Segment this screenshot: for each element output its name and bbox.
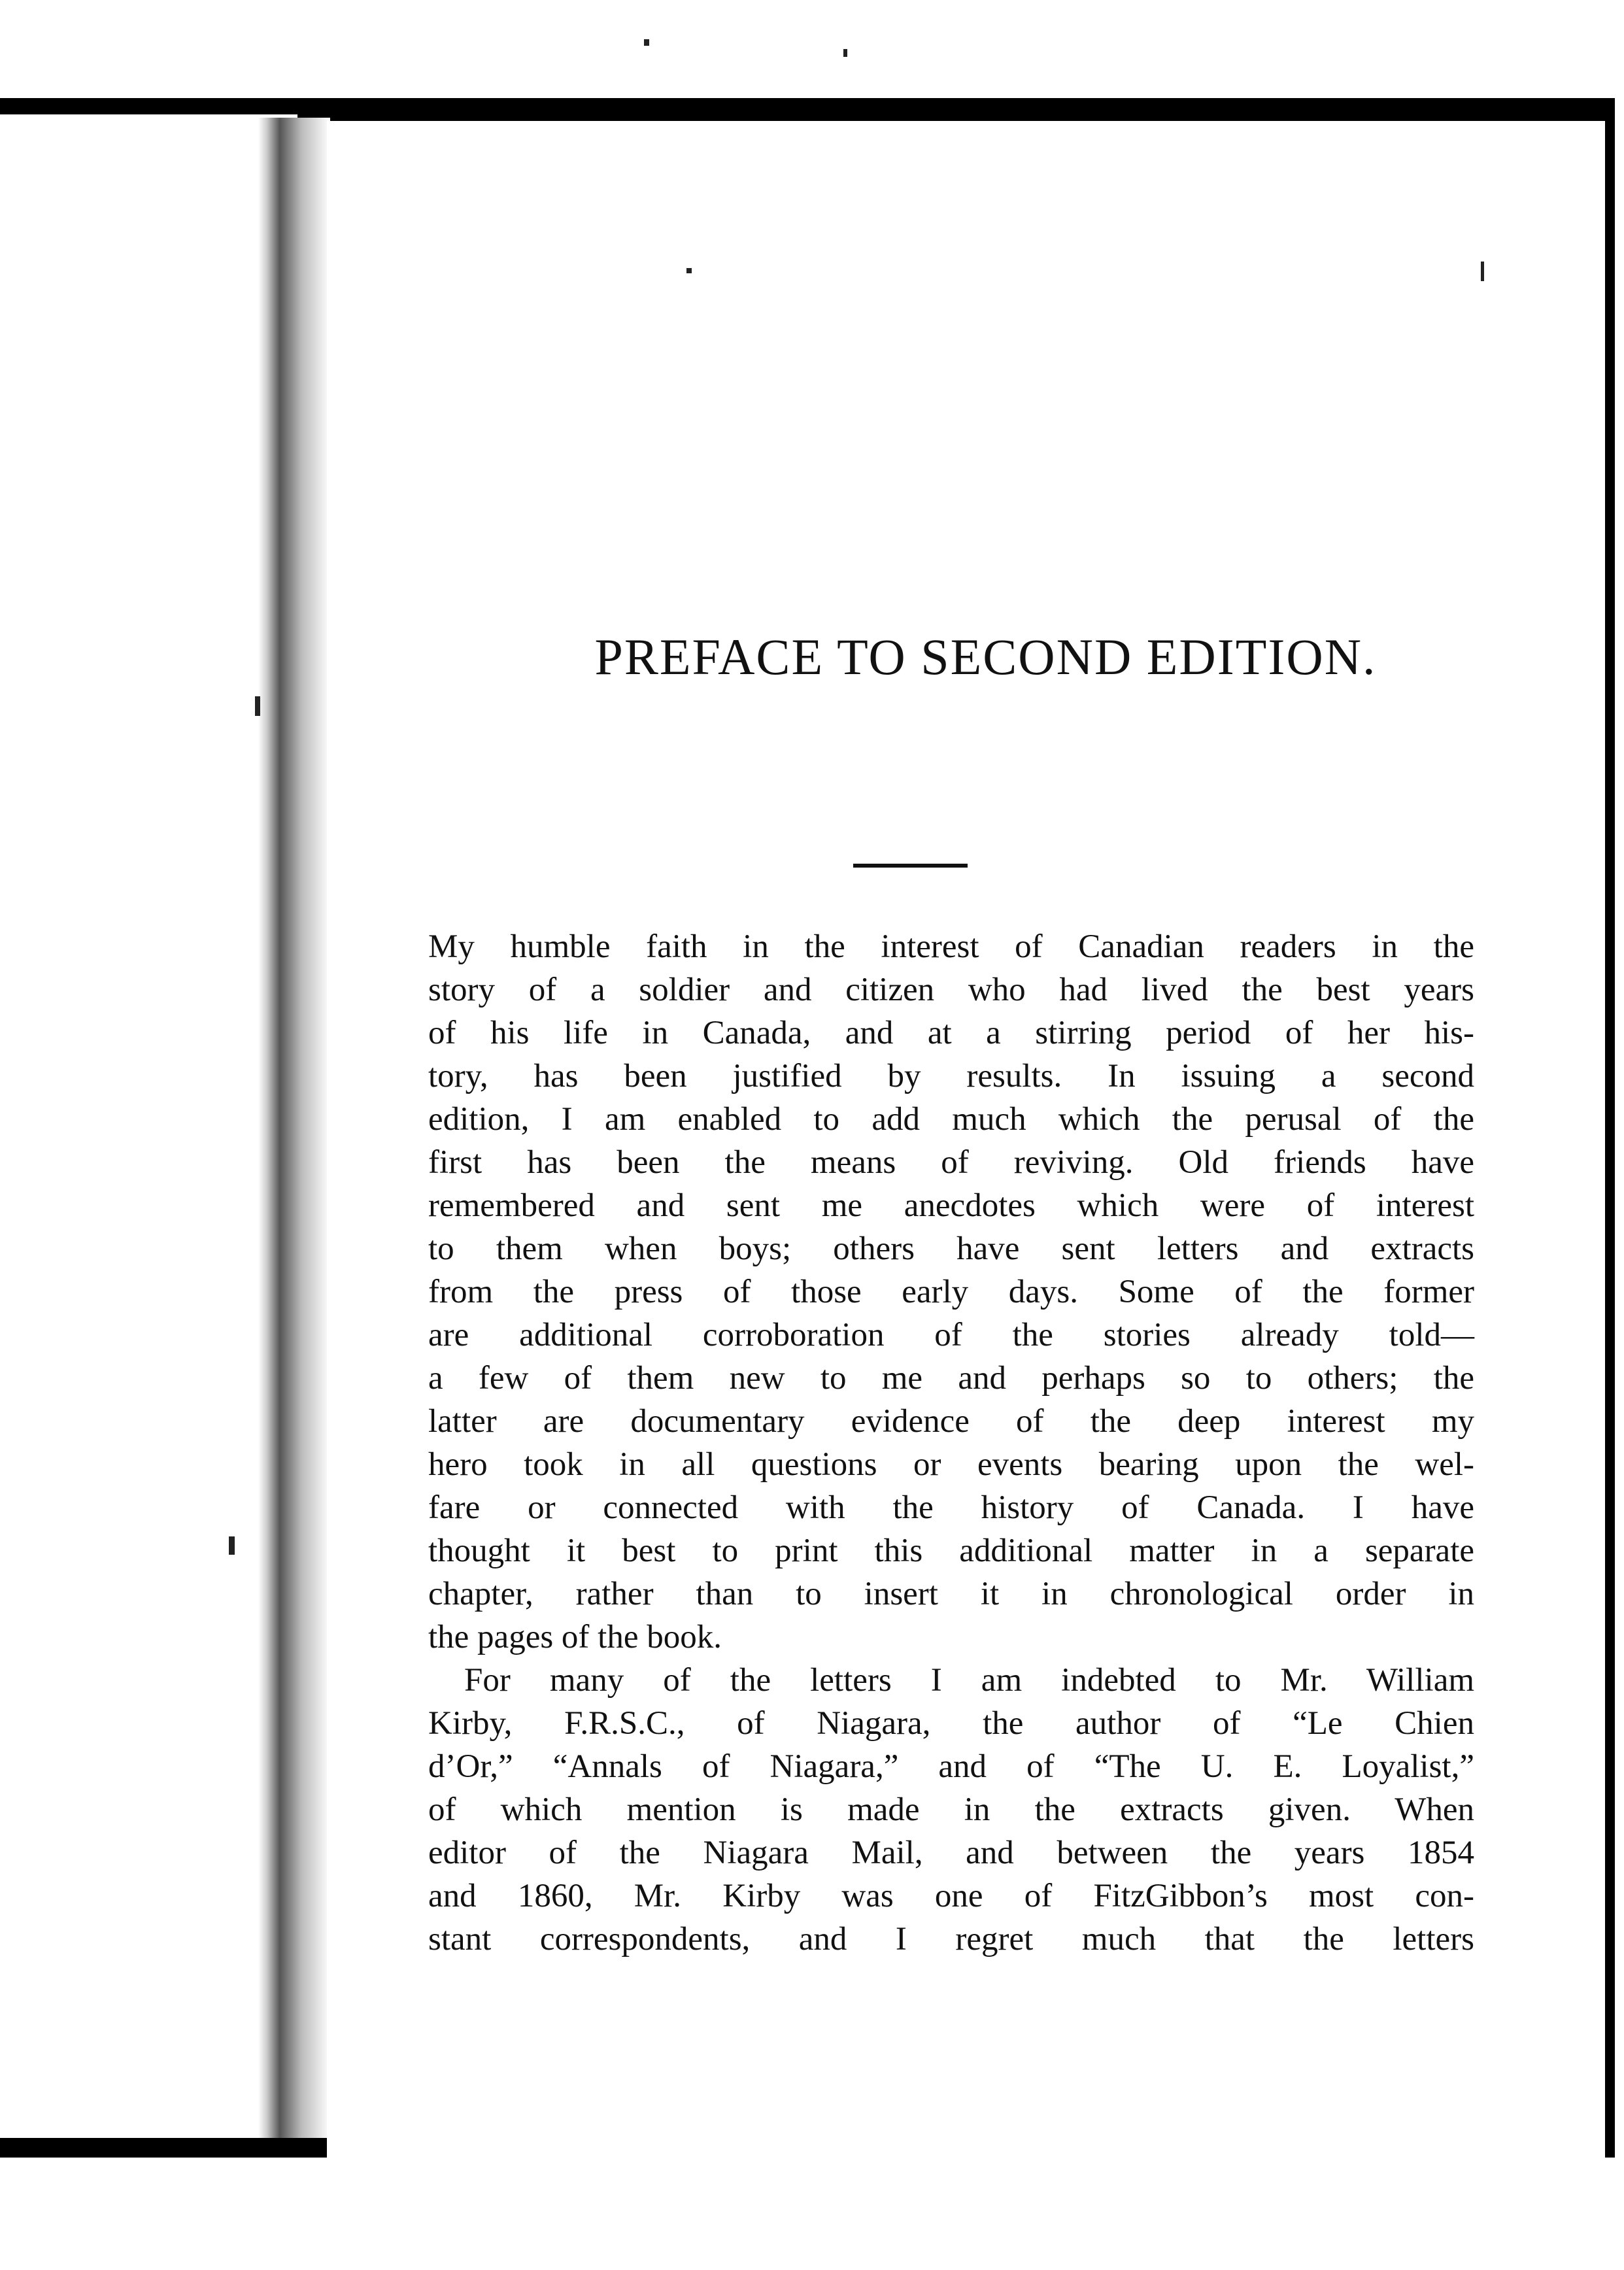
text-line: fare or connected with the history of Canada. I have [428,1489,1474,1526]
facing-page-fragment [0,114,297,2138]
text-line: My humble faith in the interest of Canadian readers in the [428,928,1474,965]
text-line: are additional corroboration of the stories already told— [428,1317,1474,1353]
scan-speck [229,1536,235,1555]
scan-margin-bottom [0,2158,1624,2270]
text-line: remembered and sent me anecdotes which were of interest [428,1187,1474,1224]
title-rule [853,864,968,868]
book-spine-shadow [258,118,330,2138]
scan-speck [255,696,260,716]
page-title: PREFACE TO SECOND EDITION. [594,628,1377,685]
text-line: Kirby, F.R.S.C., of Niagara, the author of “Le Chien [428,1705,1474,1742]
scan-speck [1481,262,1484,281]
text-line: For many of the letters I am indebted to Mr. William [464,1662,1474,1699]
scan-edge-right [1605,114,1615,2167]
text-line: of his life in Canada, and at a stirring period of her his- [428,1015,1474,1051]
text-line: tory, has been justified by results. In issuing a second [428,1058,1474,1094]
text-line: from the press of those early days. Some of the former [428,1274,1474,1310]
text-line: d’Or,” “Annals of Niagara,” and of “The U. E. Loyalist,” [428,1748,1474,1785]
text-line: of which mention is made in the extracts given. When [428,1791,1474,1828]
book-page [327,121,1605,2161]
text-line: edition, I am enabled to add much which the perusal of the [428,1101,1474,1138]
text-line: and 1860, Mr. Kirby was one of FitzGibbon’s most con- [428,1878,1474,1914]
preface-text [428,925,1474,1961]
scan-speck [644,39,649,46]
text-line: thought it best to print this additional matter in a separate [428,1533,1474,1569]
text-line: to them when boys; others have sent letters and extracts [428,1230,1474,1267]
text-line: hero took in all questions or events bearing upon the wel- [428,1446,1474,1483]
text-line: stant correspondents, and I regret much that the letters [428,1921,1474,1957]
text-line: a few of them new to me and perhaps so to others; the [428,1360,1474,1397]
text-line: editor of the Niagara Mail, and between the years 1854 [428,1835,1474,1871]
text-line: story of a soldier and citizen who had lived the best years [428,972,1474,1008]
text-line: the pages of the book. [428,1619,722,1655]
text-line: first has been the means of reviving. Old friends have [428,1144,1474,1181]
text-line: latter are documentary evidence of the deep interest my [428,1403,1474,1440]
scan-margin-right [1615,0,1624,2270]
text-line: chapter, rather than to insert it in chronological order in [428,1576,1474,1612]
scan-speck [686,268,692,273]
scan-margin-top [0,0,1624,114]
scan-speck [843,49,847,57]
